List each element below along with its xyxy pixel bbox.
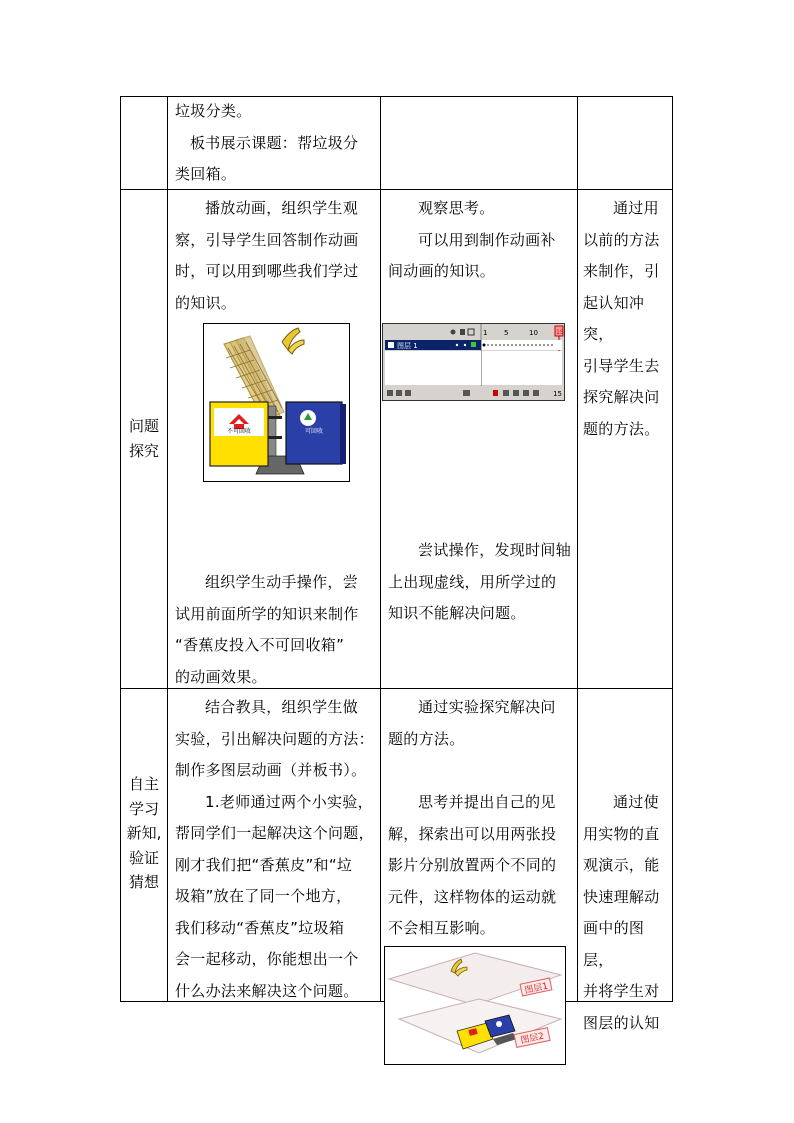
non-recyclable-label: 不可回收 [226, 428, 252, 435]
svg-text:15: 15 [556, 329, 564, 336]
column-divider-1 [167, 96, 168, 1002]
svg-text:1: 1 [483, 329, 488, 337]
flash-timeline-image [382, 323, 565, 401]
svg-text:5: 5 [504, 329, 509, 337]
row1-teacher-text-a: 播放动画，组织学生观 察，引导学生回答制作动画 时，可以用到哪些我们学过 的知识。 [175, 199, 359, 312]
layers-illustration-image [384, 946, 566, 1065]
row1-label: 问题 探究 [128, 417, 159, 460]
recycle-animation-image [203, 323, 350, 482]
svg-text:10: 10 [529, 329, 538, 337]
row2-student-text-a: 通过实验探究解决问 题的方法。 [388, 698, 556, 748]
row1-student-text-b: 尝试操作，发现时间轴 上出现虚线，用所学过的 知识不能解决问题。 [388, 541, 572, 622]
column-divider-2 [380, 96, 381, 1002]
layer-name: 图层 1 [397, 342, 418, 350]
row2-teacher-text: 结合教具，组织学生做 实验，引出解决问题的方法： 制作多图层动画（并板书）。 1.老师通过两个小实验， 帮同学们一起解决这个问题， 刚才我们把“香蕉皮”和“垃 圾箱”放在了同一个地方， 我们移动“香蕉皮”垃圾箱 会一起移动，你能想出一个 什么办法来解决这个问题。 [175, 698, 374, 1000]
banana-icon [282, 328, 304, 354]
svg-text:15: 15 [553, 390, 562, 398]
column-divider-3 [577, 96, 578, 1002]
layer1-label: 图层1 [523, 981, 550, 997]
row2-student-text-b: 思考并提出自己的见 解，探索出可以用两张投 影片分别放置两个不同的 元件，这样物体的运动就 不会相互影响。 [388, 793, 557, 937]
row1-intent-text: 通过用 以前的方法 来制作，引 起认知冲突， 引导学生去 探究解决问 题的方法。 [583, 199, 660, 438]
table-right-border [672, 96, 673, 1002]
row2-label: 自主 学习 新知, 验证 猜想 [126, 775, 162, 891]
row1-teacher-text-b: 组织学生动手操作，尝 试用前面所学的知识来制作 “香蕉皮投入不可回收箱” 的动画效果。 [175, 573, 359, 686]
recyclable-label: 可回收 [304, 428, 324, 435]
row0-teacher-text: 垃圾分类。 板书展示课题：帮垃圾分 类回箱。 [175, 102, 359, 183]
row1-student-text-a: 观察思考。 可以用到制作动画补 间动画的知识。 [388, 199, 556, 280]
row2-intent-text: 通过使 用实物的直 观演示，能 快速理解动 画中的图层， 并将学生对 图层的认知 [583, 793, 660, 1032]
layer2-label: 图层2 [519, 1031, 546, 1047]
